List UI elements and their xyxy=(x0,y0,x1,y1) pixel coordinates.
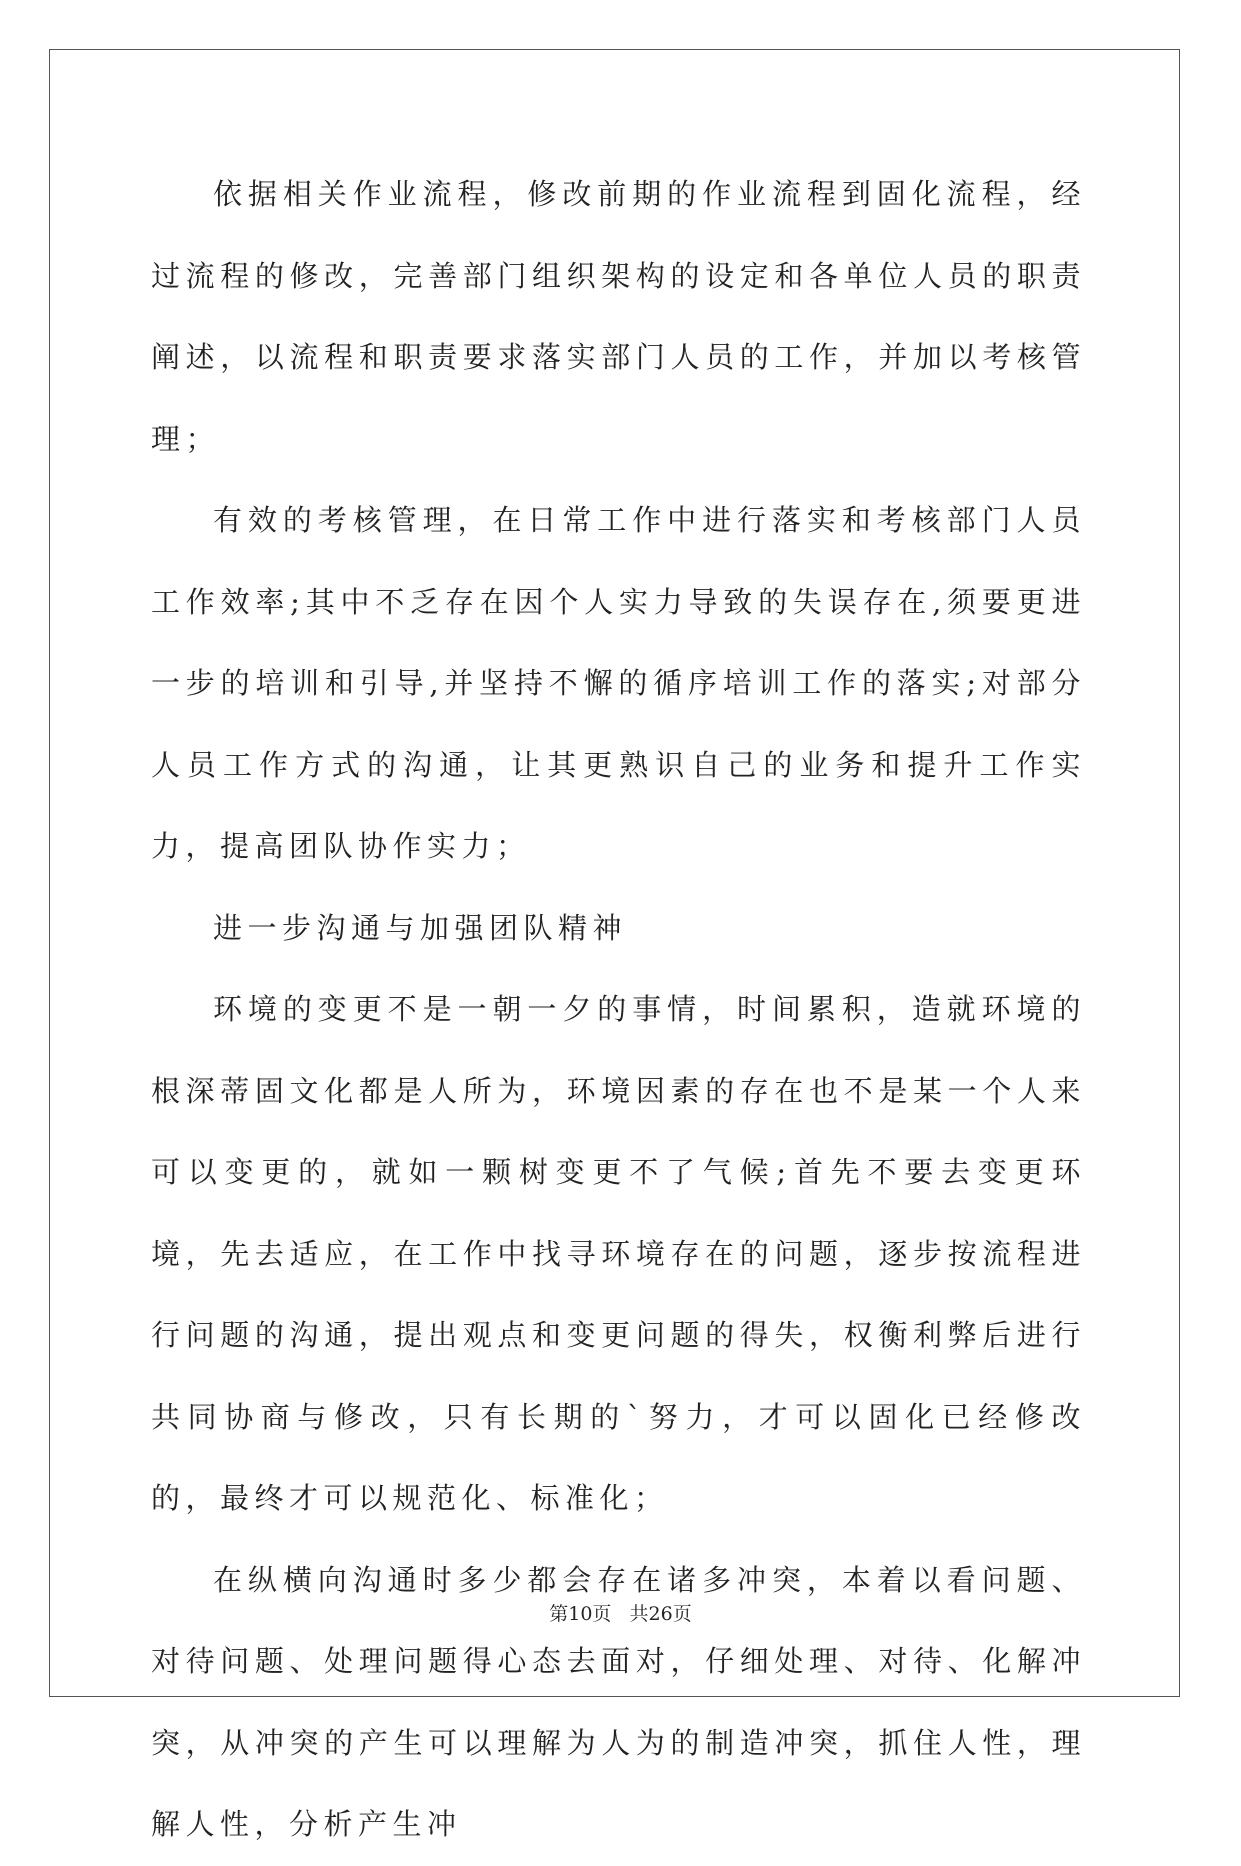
paragraph-3: 环境的变更不是一朝一夕的事情，时间累积，造就环境的根深蒂固文化都是人所为，环境因素的存在也不是某一个人来可以变更的，就如一颗树变更不了气候;首先不要去变更环境，先去适应，在工作中找寻环境存在的问题，逐步按流程进行问题的沟通，提出观点和变更问题的得失，权衡利弊后进行共同协商与修改，只有长期的`努力，才可以固化已经修改的，最终才可以规范化、标准化； xyxy=(151,992,1086,1515)
section-heading: 进一步沟通与加强团队精神 xyxy=(213,910,628,945)
paragraph-4: 在纵横向沟通时多少都会存在诸多冲突，本着以看问题、对待问题、处理问题得心态去面对，仔细处理、对待、化解冲突，从冲突的产生可以理解为人为的制造冲突，抓住人性，理解人性，分析产生冲 xyxy=(151,1562,1086,1841)
page-number-footer: 第10页 共26页 xyxy=(549,1603,692,1625)
paragraph-1: 依据相关作业流程，修改前期的作业流程到固化流程，经过流程的修改，完善部门组织架构的设定和各单位人员的职责阐述，以流程和职责要求落实部门人员的工作，并加以考核管理； xyxy=(151,177,1086,456)
paragraph-2: 有效的考核管理，在日常工作中进行落实和考核部门人员工作效率;其中不乏存在因个人实力导致的失误存在,须要更进一步的培训和引导,并坚持不懈的循序培训工作的落实;对部分人员工作方式的沟通，让其更熟识自己的业务和提升工作实力，提高团队协作实力； xyxy=(151,503,1086,863)
